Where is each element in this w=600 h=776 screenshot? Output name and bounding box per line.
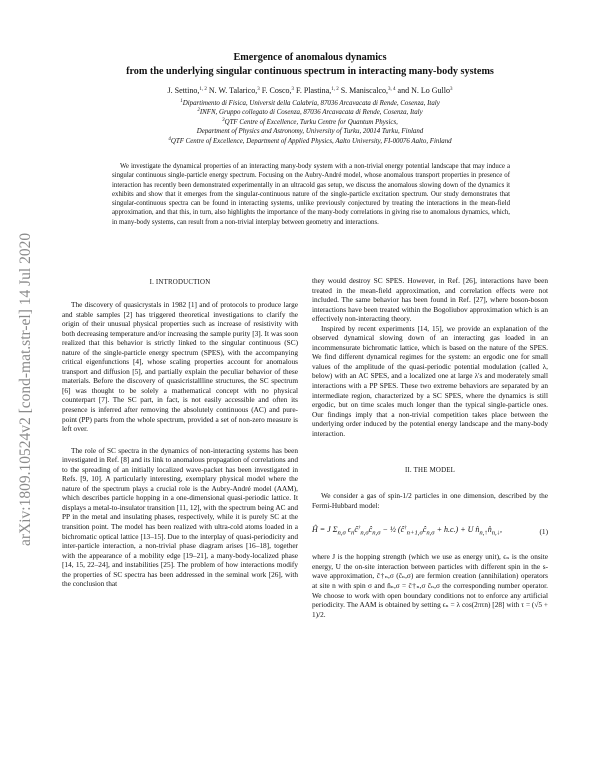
equation-number: (1) [539, 526, 548, 536]
author: F. Plastina,$^{1, 2}$ [296, 86, 339, 95]
arxiv-stamp-text: arXiv:1809.10524v2 [cond-mat.str-el] 14 Jul 2020 [17, 232, 34, 546]
affiliation: $^1$Dipartimento di Fisica, Universit della Calabria, 87036 Arcavacata di Rende, Cosenza, Italy [180, 99, 440, 107]
paragraph: The discovery of quasicrystals in 1982 [1] and of protocols to produce large and stable samples [2] has triggered theoretical investigations to clarify the origin of their unusual physical properties such as increase of resistivity with both decreasing temperature and/or increasing the sample purity [3]. It was soon realized that this behavior is strictly linked to the singular continuous (SC) nature of the single-particle energy spectrum (SPES), with the accompanying critical eigenfunctions [4], whose scaling properties account for anomalous transport and diffusion [5], and partially explain the peculiar behavior of these materials. Before the discovery of quasicristallline structures, the SC spectrum [6] was thought to be solely a mathematical concept with no physical counterpart [7]. The SC part, in fact, is not easily accessible and often its presence is inferred after removing the absolutely continuous (AC) and pure-point (PP) parts from the whole spectrum, provided a set of non-zero measure is left over. [62, 300, 298, 434]
author: and N. Lo Gullo$^3$ [397, 86, 453, 95]
title-line-2: from the underlying singular continuous spectrum in interacting many-body systems [126, 65, 494, 77]
author-list [60, 86, 560, 96]
affiliation-list [90, 99, 530, 146]
title-line-1: Emergence of anomalous dynamics [233, 52, 387, 63]
section-heading-model: II. THE MODEL [404, 467, 456, 475]
paragraph: We consider a gas of spin-1/2 particles in one dimension, described by the Fermi-Hubbard model: [312, 491, 548, 510]
affiliation: $^3$QTF Centre of Excellence, Turku Centre for Quantum Physics, [222, 117, 398, 126]
paragraph: they would destroy SC SPES. However, in Ref. [26], interactions have been treated in the mean-field approximation, and correlation effects were not included. The same behavior has been found in Ref. [27], where boson-boson interactions have been treated within the Bogoliubov approximation which is an effectively non-interacting theory. [312, 276, 548, 324]
affiliation: $^4$QTF Centre of Excellence, Department of Applied Physics, Aalto University, FI-00076 Aalto, Finland [168, 136, 452, 145]
arxiv-stamp [2, 218, 46, 548]
section-heading-introduction: I. INTRODUCTION [149, 279, 211, 286]
author: F. Cosco,$^3$ [261, 86, 295, 95]
abstract: We investigate the dynamical properties of an interacting many-body system with a non-trivial energy potential landscape that may induce a singular continuous single-particle energy spectrum. Focusing on the Aubry-André model, whose anomalous transport properties in presence of interaction has recently been demonstrated experimentally in an ultracold gas setup, we discuss the anomalous slowing down of the dynamics it exhibits and show that it emerges from the singular-continuous nature of the single-particle excitation spectrum. Our study demonstrates that singular-continuous spectra can be found in interacting systems, unlike previously conjectured by treating the interactions in the mean-field approximation, and that this, in turn, also highlights the importance of the many-body correlations in giving rise to anomalous dynamics, which, in many-body systems, can result from a non-trivial interplay between geometry and interactions. [112, 163, 510, 226]
paper-title [60, 51, 560, 78]
paragraph: The role of SC spectra in the dynamics of non-interacting systems has been investigated in Ref. [8] and its link to anomalous propagation of correlations and to the spreading of an initially localized wave-packet has been investigated in Refs. [9, 10]. A particularly interesting, exemplary physical model where the nature of the spectrum plays a crucial role is the Aubry-André model (AAM), which describes particle hopping in a one-dimensional quasi-periodic lattice. It displays a metal-to-insulator transition [11, 12], with the spectrum being AC and PP in the metal and insulating phases, respectively, while it is purely SC at the transition point. The model has been realized with ultra-cold atoms loaded in a bichromatic optical lattice [13–15]. Due to the interplay of quasi-periodicity and inter-particle interaction, a non-trivial phase diagram arises [16–18], together with the appearance of a mobility edge [19–21], a many-body-localized phase [14, 15, 22–24], and instabilities [25]. The problem of how interactions modify the properties of SC spectra has been addressed in the seminal work [26], with the conclusion that [62, 445, 298, 589]
affiliation: Department of Physics and Astronomy, University of Turku, 20014 Turku, Finland [196, 128, 424, 136]
arxiv-stamp-svg [2, 218, 46, 548]
equation-hamiltonian [312, 518, 548, 544]
affiliation: $^2$INFN, Gruppo collegato di Cosenza, 87036 Arcavacata di Rende, Cosenza, Italy [197, 108, 423, 117]
equation-body: Ĥ = J $\Sigma_{n,\sigma}$ $\epsilon_nĉ^\dagger_{n,\sigma}ĉ_{n,\sigma}$ − ½ $(ĉ^\dagger_{n+1,\sigma}ĉ_{n,\sigma} + h.c.) + U$ $n̂_{n,↑}n̂_{n,↓}$, [312, 524, 503, 537]
right-column [312, 276, 548, 619]
author: S. Maniscalco,$^{3, 4}$ [340, 86, 396, 95]
author: J. Settino,$^{1, 2}$ [167, 86, 207, 95]
paragraph: where J is the hopping strength (which we use as energy unit), ϵₙ is the onsite energy, U the on-site interaction between particles with different spin in the s-wave approximation, ĉ†ₙ,σ (ĉₙ,σ) are fermion creation (annihilation) operators at site n with spin σ and n̂ₙ,σ = ĉ†ₙ,σ ĉₙ,σ the corresponding number operator. We choose to work with open boundary conditions not to enforce any artificial periodicity. The AAM is obtained by setting ϵₙ = λ cos(2πτn) [28] with τ = (√5 + 1)/2. [312, 552, 548, 619]
left-column [62, 278, 298, 589]
paragraph: Inspired by recent experiments [14, 15], we provide an explanation of the observed dynamical slowing down of an interacting gas loaded in an incommensurate bichromatic lattice, which is based on the nature of the SPES. We find different dynamical regimes for the system: an ergodic one for small values of the amplitude of the quasi-periodic potential modulation (called λ, below) with an AC SPES, and a localized one at large λ's and moderately small interactions with a PP SPES. These two extreme behaviors are separated by an intermediate region, characterized by a SC SPES, where the dynamics is still ergodic, but on time scales much longer than the typical single-particle ones. Our findings imply that a non-trivial competition takes place between the underlying order induced by the potential energy landscape and the many-body interaction. [312, 323, 548, 438]
author: N. W. Talarico,$^3$ [208, 86, 260, 95]
